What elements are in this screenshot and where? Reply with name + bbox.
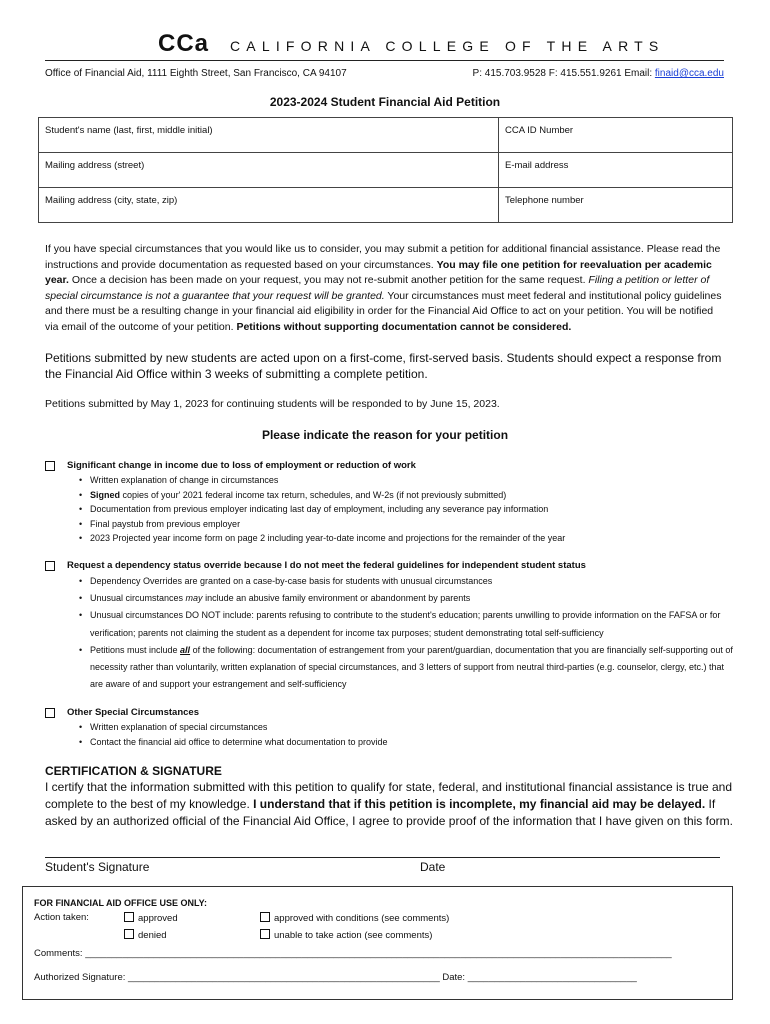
new-students-note: Petitions submitted by new students are acted upon on a first-come, first-served basis. Students should expect a response from the Financial Aid Office within 3 weeks of submitting a complete petition. (45, 351, 722, 381)
list-item: • 2023 Projected year income form on page 2 including year-to-date income and projections for the remainder of the year (90, 531, 735, 546)
form-title: 2023-2024 Student Financial Aid Petition (269, 95, 501, 109)
certification-heading: CERTIFICATION & SIGNATURE (45, 764, 222, 778)
section-income-change: Significant change in income due to loss of employment or reduction of work • Written explanation of change in circumstances • Signed copies of your' 2021 federal income tax return, schedules, and W-2s (if not previously submitted) • Documentation from previous employer indicating last day of employment, including any severance pay information • Final paystub from previous employer • 2023 Projected year income form on page 2 including year-to-date income and projections for the remainder of the year (45, 460, 735, 546)
list-item: • Documentation from previous employer indicating last day of employment, including any severance pay information (90, 502, 735, 517)
list-item: • Dependency Overrides are granted on a case-by-case basis for students with unusual circumstances (90, 573, 735, 590)
comments-line[interactable]: Comments: _______________________________________________________________________________________________________________ (34, 948, 672, 959)
student-name-field[interactable]: Student's name (last, first, middle initial) (39, 118, 499, 153)
option-approved-conditions[interactable]: approved with conditions (see comments) (260, 912, 449, 924)
option-denied[interactable]: denied (124, 929, 167, 941)
office-address: Office of Financial Aid, 1111 Eighth Street, San Francisco, CA 94107 (45, 68, 347, 79)
checkbox-income-change[interactable] (45, 461, 55, 471)
list-item: • Final paystub from previous employer (90, 517, 735, 532)
checkbox-icon[interactable] (124, 929, 134, 939)
cca-logo: CCa (158, 30, 210, 57)
student-info-table (38, 117, 733, 223)
option-unable[interactable]: unable to take action (see comments) (260, 929, 432, 941)
header-divider (45, 60, 724, 61)
reason-heading: Please indicate the reason for your petition (261, 428, 509, 442)
list-item: • Petitions must include all of the following: documentation of estrangement from your parent/guardian, documentation that you are financially self-supporting out of necessity rather than voluntarily, written explanation of special circumstances, and 3 letters of support from neutral third-parties (e.g. counselor, clergy, etc.) that are aware of and support your estrangement and self-sufficiency (90, 642, 735, 694)
checkbox-dependency-override[interactable] (45, 561, 55, 571)
mailing-street-field[interactable]: Mailing address (street) (39, 153, 499, 188)
authorized-signature-line[interactable]: Authorized Signature: ___________________________________________________________ Date: ________________________________ (34, 972, 637, 983)
contact-numbers: P: 415.703.9528 F: 415.551.9261 Email: (472, 68, 655, 79)
contact-info (473, 68, 724, 79)
signature-label: Student's Signature (45, 860, 150, 874)
deadline-note: Petitions submitted by May 1, 2023 for continuing students will be responded to by June 15, 2023. (45, 398, 500, 410)
list-item: • Unusual circumstances DO NOT include: parents refusing to contribute to the student's education; parents unwilling to provide information on the FAFSA or for verification; parents not claiming the student as a dependent for income tax purposes; student demonstrating total self-sufficiency (90, 607, 735, 641)
college-name: CALIFORNIA COLLEGE OF THE ARTS (230, 38, 665, 54)
checkbox-icon[interactable] (260, 929, 270, 939)
list-item: • Unusual circumstances may include an abusive family environment or abandonment by parents (90, 590, 735, 607)
signature-line[interactable] (45, 857, 720, 858)
cca-id-field[interactable]: CCA ID Number (499, 118, 733, 153)
section-other-circumstances: Other Special Circumstances • Written explanation of special circumstances • Contact the financial aid office to determine what documentation to provide (45, 707, 735, 749)
mailing-city-field[interactable]: Mailing address (city, state, zip) (39, 188, 499, 223)
intro-paragraph: If you have special circumstances that you would like us to consider, you may submit a petition for additional financial assistance. Please read the instructions and provide documentation as requested based on your circumstances. You may file one petition for reevaluation per academic year. Once a decision has been made on your request, you may not re-submit another petition for the same request. Filing a petition or letter of special circumstance is not a guarantee that your request will be granted. Your circumstances must meet federal and institutional policy guidelines and there must be a resulting change in your financial aid eligibility in order for the Financial Aid Office to act on your petition. You will be notified via email of the outcome of your petition. Petitions without supporting documentation cannot be considered. (45, 243, 722, 333)
telephone-field[interactable]: Telephone number (499, 188, 733, 223)
office-use-title: FOR FINANCIAL AID OFFICE USE ONLY: (34, 898, 208, 908)
option-approved[interactable]: approved (124, 912, 178, 924)
action-taken-label: Action taken: (34, 912, 89, 923)
date-label: Date (420, 860, 446, 874)
list-item: • Signed copies of your' 2021 federal income tax return, schedules, and W-2s (if not previously submitted) (90, 488, 735, 503)
email-link[interactable]: finaid@cca.edu (654, 68, 724, 79)
list-item: • Contact the financial aid office to determine what documentation to provide (90, 735, 735, 750)
checkbox-other-circumstances[interactable] (45, 708, 55, 718)
checkbox-icon[interactable] (124, 912, 134, 922)
checkbox-icon[interactable] (260, 912, 270, 922)
section-dependency-override: Request a dependency status override because I do not meet the federal guidelines for independent student status • Dependency Overrides are granted on a case-by-case basis for students with unusual circumstances • Unusual circumstances may include an abusive family environment or abandonment by parents • Unusual circumstances DO NOT include: parents refusing to contribute to the student's education; parents unwilling to provide information on the FAFSA or for verification; parents not claiming the student as a dependent for income tax purposes; student demonstrating total self-sufficiency • Petitions must include all of the following: documentation of estrangement from your parent/guardian, documentation that you are financially self-supporting out of necessity rather than voluntarily, written explanation of special circumstances, and 3 letters of support from neutral third-parties (e.g. counselor, clergy, etc.) that are aware of and support your estrangement and self-sufficiency (45, 560, 735, 693)
list-item: • Written explanation of special circumstances (90, 720, 735, 735)
certification-text: I certify that the information submitted with this petition to qualify for state, federal, and institutional financial assistance is true and complete to the best of my knowledge. I understand that if this petition is incomplete, my financial aid may be delayed. If asked by an authorized official of the Financial Aid Office, I agree to provide proof of the information that I have given on this form. (45, 780, 733, 828)
email-field[interactable]: E-mail address (499, 153, 733, 188)
list-item: • Written explanation of change in circumstances (90, 473, 735, 488)
